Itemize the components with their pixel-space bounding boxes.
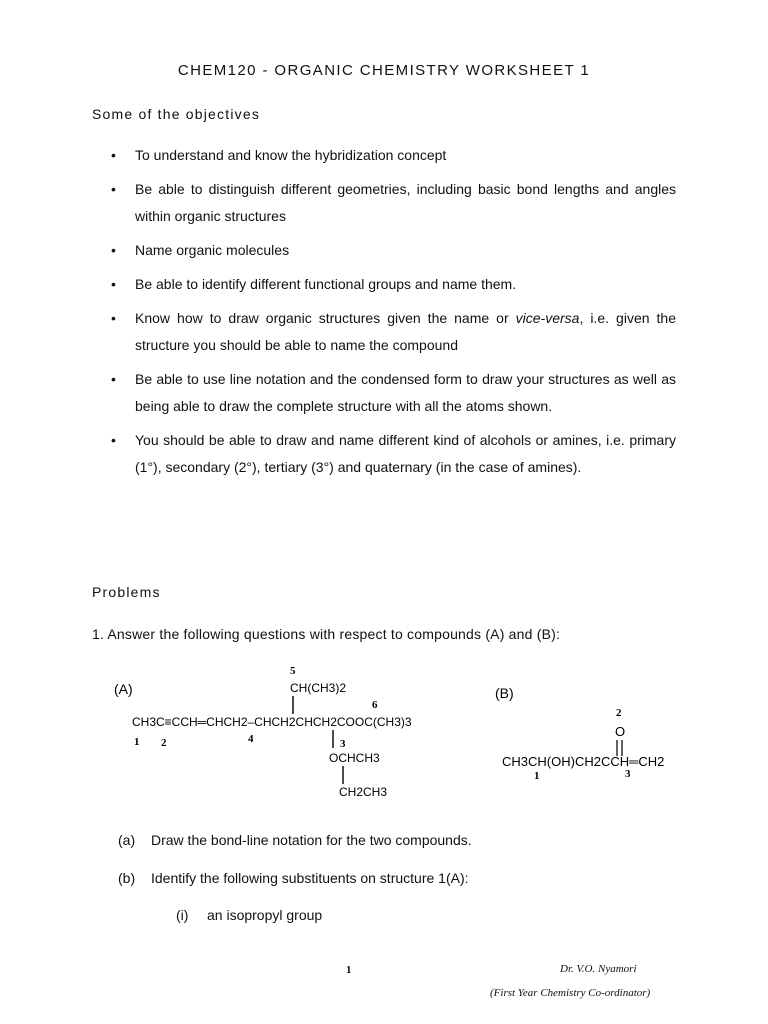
locant-number: 1 [134,736,140,748]
structure-b-main-chain: CH3CH(OH)CH2CCH═CH2 [502,754,665,769]
structure-a-bottom-substituent: OCHCH3 [329,751,380,765]
chemical-structures [100,658,720,808]
locant-number: 6 [372,699,378,711]
objectives-heading: Some of the objectives [92,106,261,122]
page-title: CHEM120 - ORGANIC CHEMISTRY WORKSHEET 1 [177,62,591,79]
locant-number: 3 [340,738,346,750]
bullet-icon: • [111,147,116,163]
locant-number: 4 [248,733,254,745]
locant-number: 1 [534,770,540,782]
question-1: 1. Answer the following questions with respect to compounds (A) and (B): [92,626,561,642]
locant-number: 2 [161,737,167,749]
sub-question-a: (a) Draw the bond-line notation for the two compounds. [118,832,472,848]
bullet-icon: • [111,432,116,448]
list-item: • You should be able to draw and name different kind of alcohols or amines, i.e. primary (1°), secondary (2°), tertiary (3°) and quaternary (in the case of amines). [108,427,676,481]
problems-heading: Problems [92,584,161,600]
structure-a-label: (A) [114,681,133,697]
objectives-list [108,142,676,488]
list-item: • Name organic molecules [108,237,676,264]
bullet-icon: • [111,181,116,197]
list-item: • Know how to draw organic structures given the name or vice-versa, i.e. given the structure you should be able to name the compound [108,305,676,359]
list-item: • Be able to distinguish different geometries, including basic bond lengths and angles within organic structures [108,176,676,230]
locant-number: 5 [290,665,296,677]
list-item: • Be able to identify different functional groups and name them. [108,271,676,298]
bullet-icon: • [111,371,116,387]
bullet-icon: • [111,242,116,258]
structure-a-top-substituent: CH(CH3)2 [290,681,347,695]
bullet-icon: • [111,310,116,326]
list-item: • To understand and know the hybridization concept [108,142,676,169]
vice-versa-emphasis: vice-versa [515,310,580,326]
footer-author: Dr. V.O. Nyamori [560,963,637,975]
locant-number: 2 [616,707,622,719]
sub-question-b: (b) Identify the following substituents on structure 1(A): [118,870,469,886]
list-item: • Be able to use line notation and the condensed form to draw your structures as well as being able to draw the complete structure with all the atoms shown. [108,366,676,420]
structure-a-main-chain: CH3C≡CCH═CHCH2–CHCH2CHCH2COOC(CH3)3 [132,715,412,729]
structure-a-bottom-substituent-2: CH2CH3 [339,785,388,799]
page-number: 1 [346,964,352,976]
bullet-icon: • [111,276,116,292]
footer-role: (First Year Chemistry Co-ordinator) [490,987,651,999]
sub-sub-question-i: (i) an isopropyl group [176,907,323,923]
structure-b-label: (B) [495,685,514,701]
structure-b-oxygen: O [615,724,626,739]
locant-number: 3 [625,768,631,780]
